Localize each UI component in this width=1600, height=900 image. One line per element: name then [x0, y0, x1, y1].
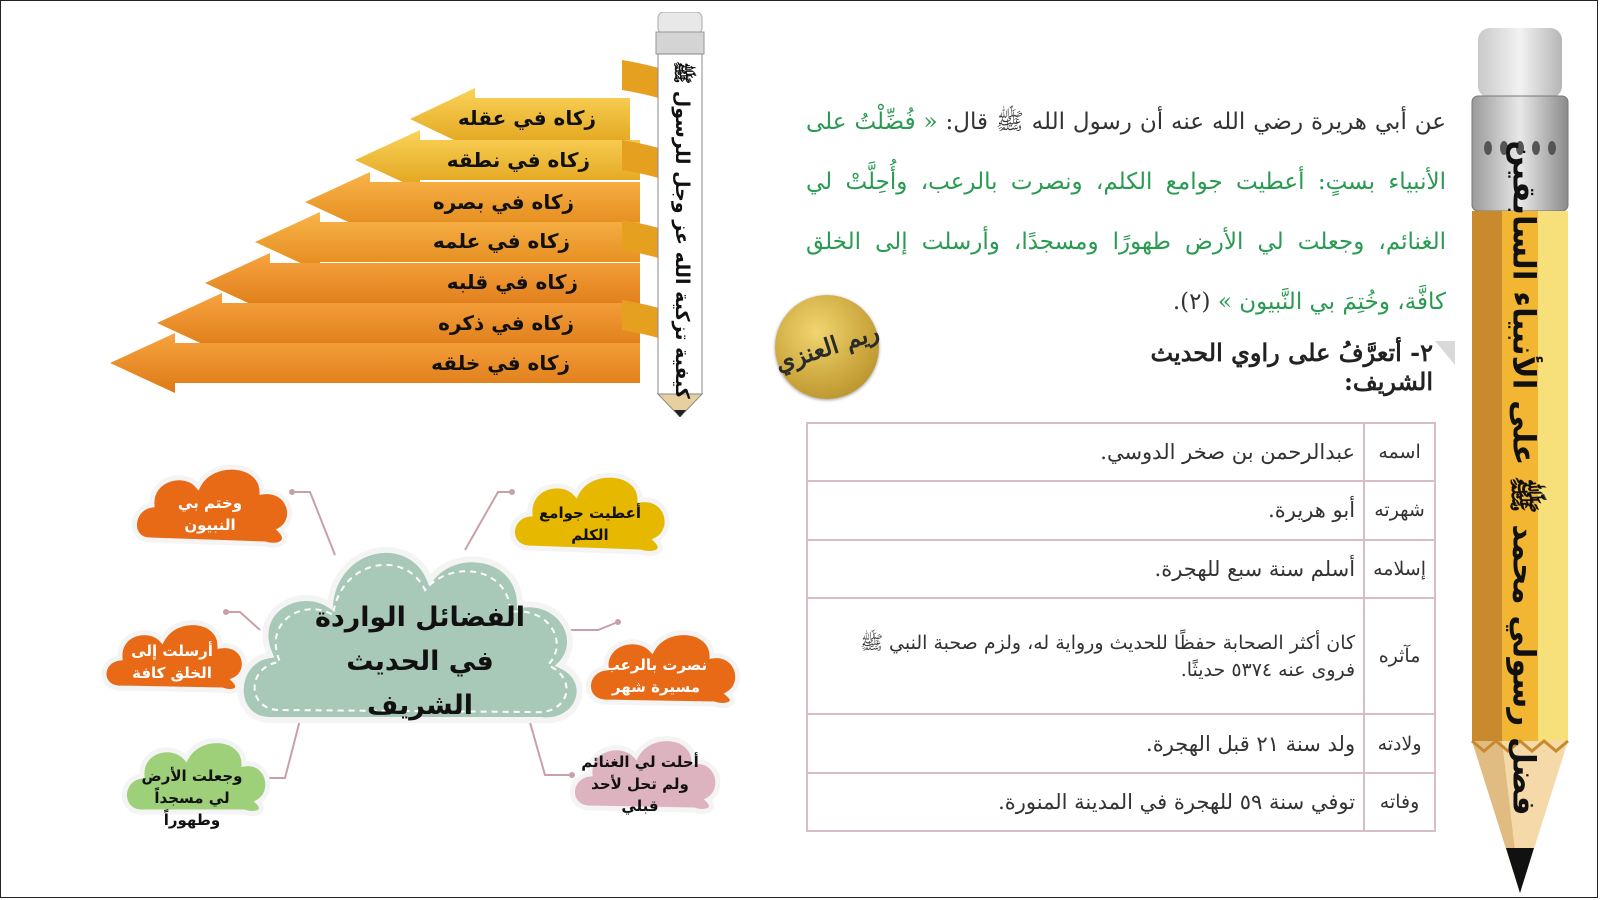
row-label: ولادته: [1364, 714, 1435, 772]
table-row: [807, 423, 1435, 481]
table-row: [807, 540, 1435, 598]
row-value: ولد سنة ٢١ قبل الهجرة.: [807, 714, 1364, 772]
narrator-heading: [1100, 335, 1455, 399]
hadith-body: « فُضِّلْتُ على الأنبياء بستٍ: أعطيت جوامع الكلم، ونصرت بالرعب، وأُحِلَّتْ لي الغنائم، وجعلت لي الأرض طهورًا ومسجدًا، وأرسلت إلى الخلق كافَّة، وخُتِمَ بي النَّبيون »: [806, 109, 1446, 315]
big-pencil-banner: [1470, 28, 1570, 893]
cloud-label-sealed: وختم بي النبيون: [177, 494, 243, 534]
arrow-label-3: زكاه في بصره: [432, 190, 574, 214]
cloud-label-fear: نصرت بالرعب مسيرة شهر: [604, 656, 708, 696]
row-value: كان أكثر الصحابة حفظًا للحديث ورواية له، ولزم صحبة النبي ﷺ فروى عنه ٥٣٧٤ حديثًا.: [807, 598, 1364, 715]
cloud-label-earth: وجعلت الأرض لي مسجداً وطهوراً: [141, 767, 243, 829]
seal-text: ريم العنزي: [771, 316, 883, 378]
table-row: [807, 481, 1435, 539]
table-row: [807, 714, 1435, 772]
hadith-text: [806, 92, 1446, 332]
arrow-label-5: زكاه في قلبه: [446, 270, 578, 294]
small-pencil-title: كيفية تزكية الله عز وجل للرسول ﷺ: [671, 61, 693, 399]
row-value: توفي سنة ٥٩ للهجرة في المدينة المنورة.: [807, 773, 1364, 831]
hadith-footnote: (٢).: [1172, 289, 1211, 315]
arrow-label-1: زكاه في عقله: [457, 106, 596, 130]
row-value: أسلم سنة سبع للهجرة.: [807, 540, 1364, 598]
row-label: اسمه: [1364, 423, 1435, 481]
arrow-label-7: زكاه في خلقه: [431, 351, 570, 375]
table-row: [807, 598, 1435, 715]
row-label: مآثره: [1364, 598, 1435, 715]
hadith-narrator: عن أبي هريرة رضي الله عنه أن رسول الله ﷺ قال:: [945, 109, 1446, 135]
author-seal: [771, 295, 883, 399]
cloud-label-words: أعطيت جوامع الكلم: [538, 504, 642, 544]
narrator-heading-text: ٢- أتعرَّفُ على راوي الحديث الشريف:: [1150, 338, 1433, 396]
narrator-table: [806, 422, 1436, 832]
arrow-label-2: زكاه في نطقه: [446, 148, 590, 172]
row-value: أبو هريرة.: [807, 481, 1364, 539]
cloud-label-sent: أرسلت إلى الخلق كافة: [131, 642, 213, 682]
row-label: إسلامه: [1364, 540, 1435, 598]
row-value: عبدالرحمن بن صخر الدوسي.: [807, 423, 1364, 481]
row-label: شهرته: [1364, 481, 1435, 539]
row-label: وفاته: [1364, 773, 1435, 831]
arrow-label-4: زكاه في علمه: [432, 229, 570, 253]
big-pencil-title: فضل رسولي محمد ﷺ على الأنبياء السابقين: [1505, 140, 1542, 816]
arrow-label-6: زكاه في ذكره: [438, 311, 574, 335]
mindmap-center-label: الفضائل الواردة في الحديث الشريف: [314, 602, 526, 721]
table-row: [807, 773, 1435, 831]
cloud-label-spoils: أحلت لي الغنائم ولم تحل لأحد قبلي: [581, 753, 699, 815]
